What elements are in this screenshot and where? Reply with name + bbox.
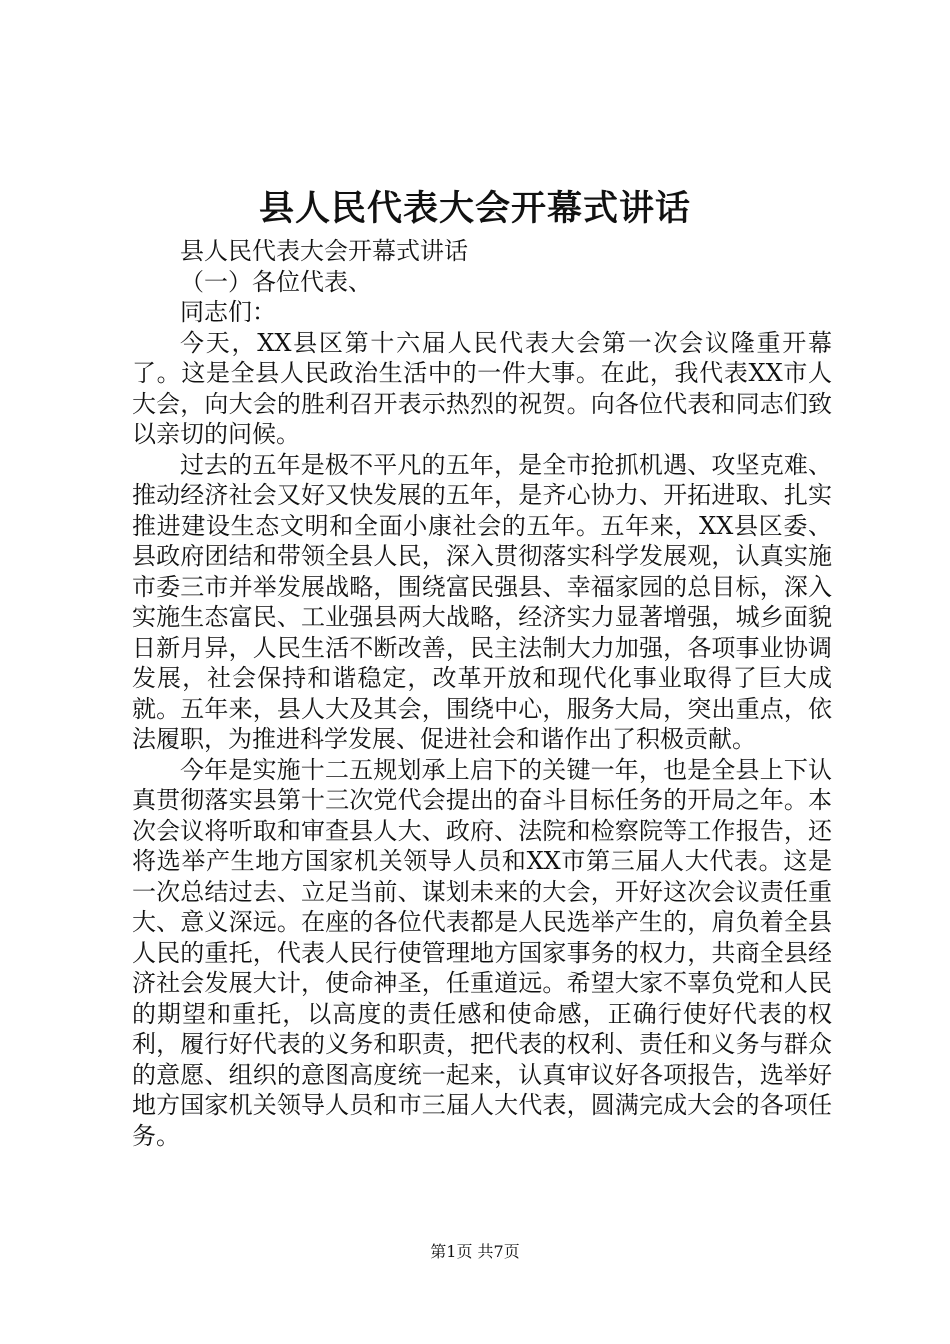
section-heading-paragraph: （一）各位代表、 [180, 267, 372, 296]
body-paragraph: 过去的五年是极不平凡的五年，是全市抢抓机遇、攻坚克难、推动经济社会又好又快发展的五年，是齐心协力、开拓进取、扎实推进建设生态文明和全面小康社会的五年。五年来，XX县区委、县政府团结和带领全县人民，深入贯彻落实科学发展观，认真实施市委三市并举发展战略，围绕富民强县、幸福家园的总目标，深入实施生态富民、工业强县两大战略，经济实力显著增强，城乡面貌日新月异，人民生活不断改善，民主法制大力加强，各项事业协调发展，社会保持和谐稳定，改革开放和现代化事业取得了巨大成就。五年来，县人大及其会，围绕中心，服务大局，突出重点，依法履职，为推进科学发展、促进社会和谐作出了积极贡献。 [132, 450, 832, 753]
page-number-footer: 第1页 共7页 [430, 1242, 520, 1261]
body-paragraph: 今年是实施十二五规划承上启下的关键一年，也是全县上下认真贯彻落实县第十三次党代会提出的奋斗目标任务的开局之年。本次会议将听取和审查县人大、政府、法院和检察院等工作报告，还将选举产生地方国家机关领导人员和XX市第三届人大代表。这是一次总结过去、立足当前、谋划未来的大会，开好这次会议责任重大、意义深远。在座的各位代表都是人民选举产生的，肩负着全县人民的重托，代表人民行使管理地方国家事务的权力，共商全县经济社会发展大计，使命神圣，任重道远。希望大家不辜负党和人民的期望和重托，以高度的责任感和使命感，正确行使好代表的权利，履行好代表的义务和职责，把代表的权利、责任和义务与群众的意愿、组织的意图高度统一起来，认真审议好各项报告，选举好地方国家机关领导人员和市三届人大代表，圆满完成大会的各项任务。 [132, 755, 832, 1150]
document-body [132, 236, 832, 1151]
subtitle-paragraph: 县人民代表大会开幕式讲话 [180, 237, 468, 265]
body-paragraph: 今天，XX县区第十六届人民代表大会第一次会议隆重开幕了。这是全县人民政治生活中的一件大事。在此，我代表XX市人大会，向大会的胜利召开表示热烈的祝贺。向各位代表和同志们致以亲切的问候。 [132, 328, 832, 448]
document-title: 县人民代表大会开幕式讲话 [258, 188, 691, 229]
salutation-paragraph: 同志们： [180, 298, 276, 326]
